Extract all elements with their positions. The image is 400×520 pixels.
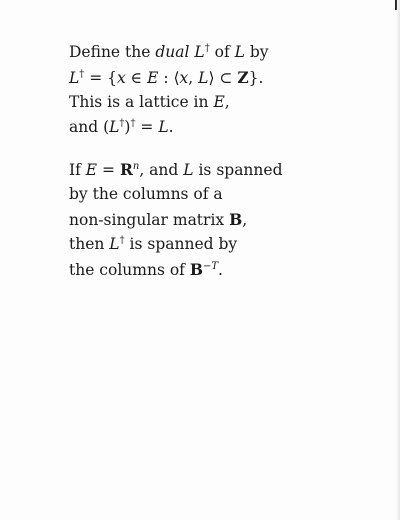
text-line: If $E = R^n$, and L is spanned — [69, 160, 283, 179]
paragraph-matrix-case — [69, 157, 369, 282]
formula-line: L† = {x ∈ E : ⟨x, L⟩ ⊂ Z}. — [69, 68, 264, 87]
text-line: and (L†)† = L. — [69, 118, 174, 136]
text-line: non-singular matrix B, — [69, 210, 248, 229]
paragraph-gap — [69, 140, 369, 157]
text-line: This is a lattice in E, — [69, 93, 230, 111]
text-line: by the columns of a — [69, 185, 223, 203]
text-body — [69, 40, 369, 282]
paragraph-dual-definition — [69, 40, 369, 140]
text-line: then L† is spanned by — [69, 235, 238, 253]
text-line: the columns of $B^{-T}$. — [69, 260, 223, 279]
page-edge-shadow — [396, 0, 400, 520]
text-line: Define the dual L† of L by — [69, 43, 269, 61]
emphasis-dual: dual — [155, 43, 190, 61]
